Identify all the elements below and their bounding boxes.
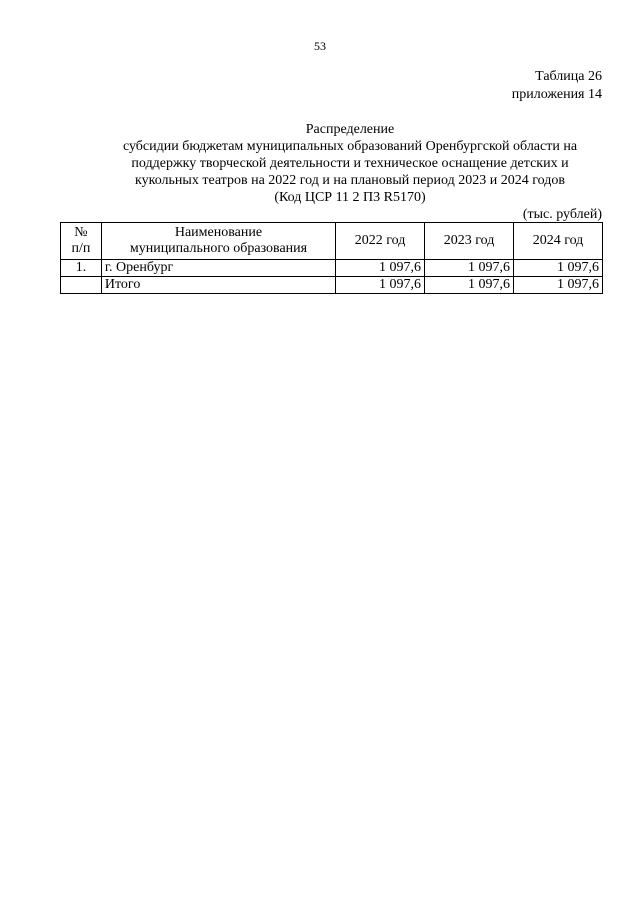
row-municipality: г. Оренбург [101,260,335,277]
heading-title: Распределение [305,122,395,137]
header-number-symbol: № [74,225,88,240]
page-number: 53 [314,39,326,53]
header-municipality-line2: муниципального образования [129,241,308,256]
distribution-table [60,222,603,294]
heading-line: кукольных театров на 2022 год и на плановый период 2023 и 2024 годов [135,173,565,188]
table-reference-appendix: приложения 14 [511,87,602,102]
header-2024: 2024 год [514,223,603,260]
total-number-empty [61,277,102,294]
total-value-2024: 1 097,6 [514,277,603,294]
row-number: 1. [61,260,102,277]
header-number-abbrev: п/п [71,241,91,256]
table-reference-number: Таблица 26 [535,69,602,84]
row-value-2024: 1 097,6 [514,260,603,277]
row-value-2022: 1 097,6 [336,260,425,277]
total-label: Итого [101,277,335,294]
table-reference [512,68,602,104]
total-value-2023: 1 097,6 [425,277,514,294]
table-total-row [61,277,603,294]
header-number [61,223,102,260]
header-2023: 2023 год [425,223,514,260]
table-row [61,260,603,277]
row-value-2023: 1 097,6 [425,260,514,277]
total-value-2022: 1 097,6 [336,277,425,294]
units-label: (тыс. рублей) [522,207,602,222]
table-header-row [61,223,603,260]
header-2022: 2022 год [336,223,425,260]
heading-line: субсидии бюджетам муниципальных образований Оренбургской области на [122,139,578,154]
document-heading [60,121,640,206]
heading-line: поддержку творческой деятельности и техническое оснащение детских и [131,156,569,171]
header-municipality [101,223,335,260]
header-municipality-line1: Наименование [174,225,263,240]
heading-code: (Код ЦСР 11 2 П3 R5170) [274,190,426,205]
